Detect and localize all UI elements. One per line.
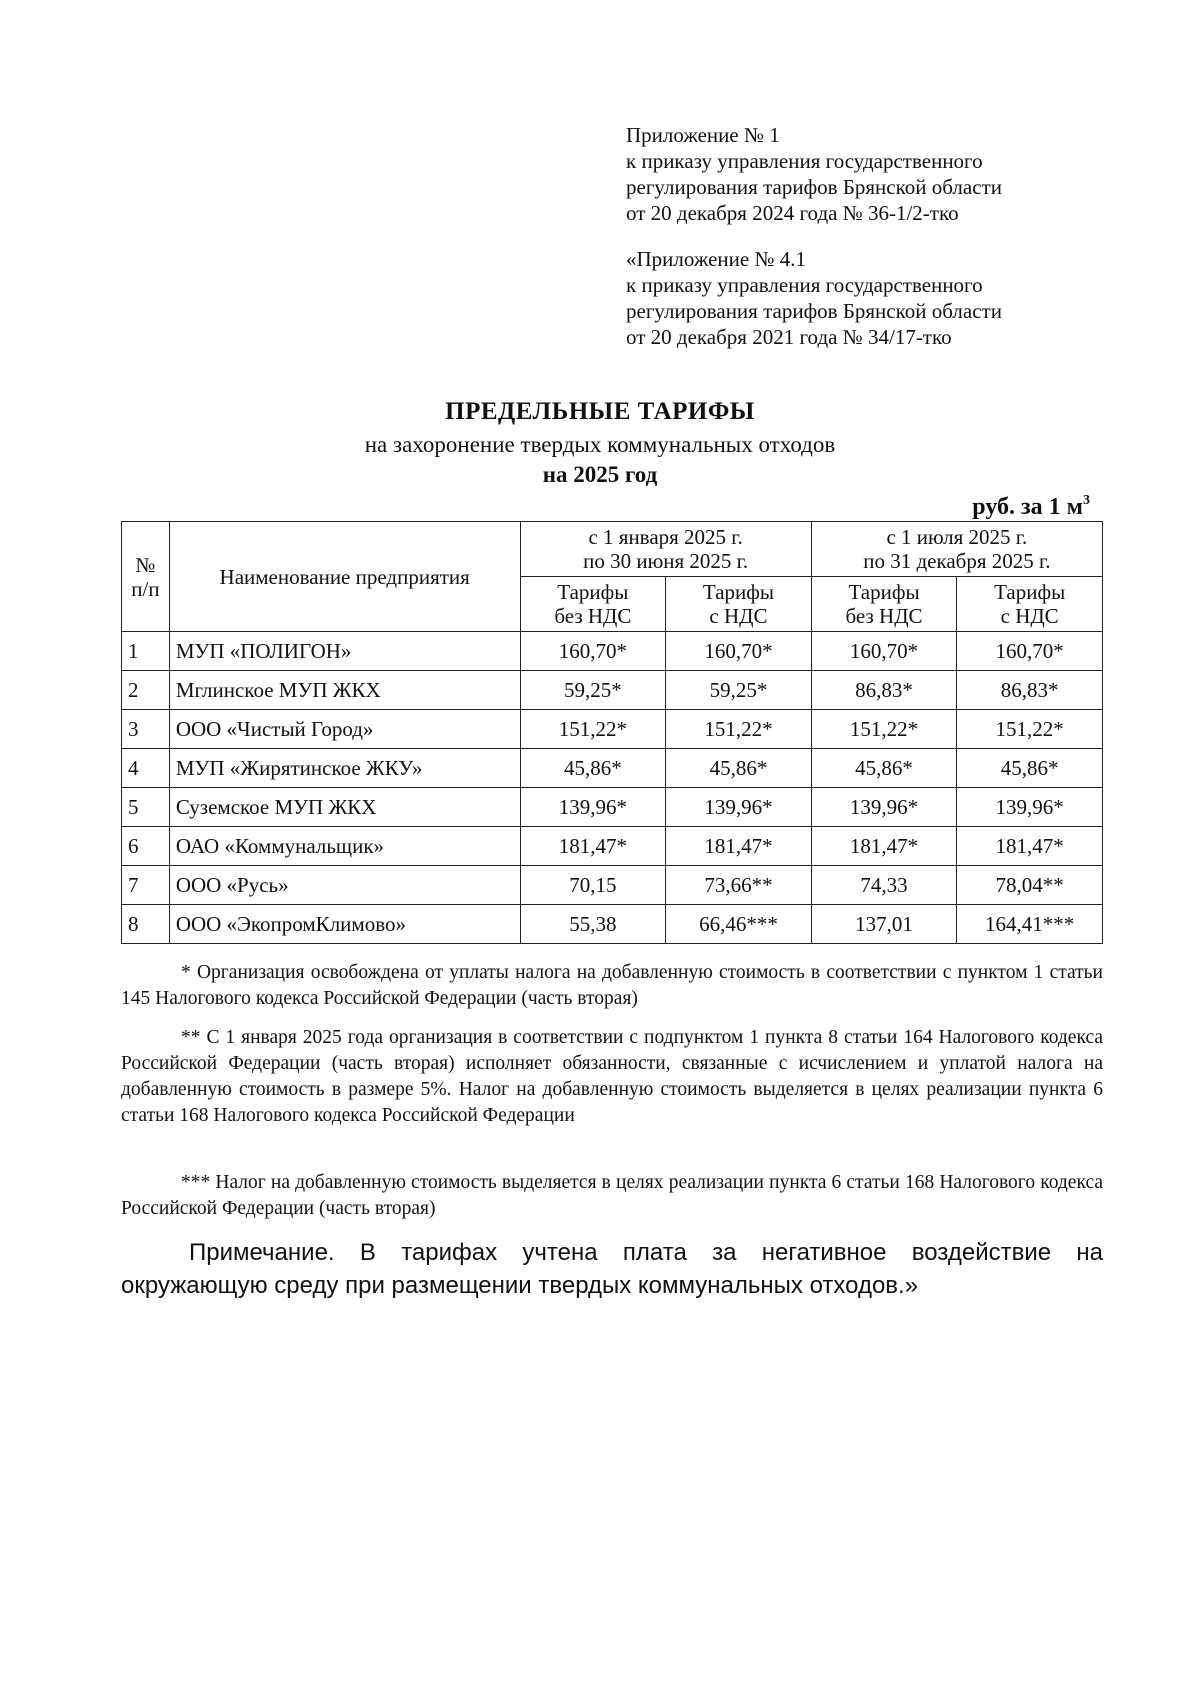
table-row: [122, 905, 1103, 944]
row-number: 4: [122, 749, 170, 788]
enterprise-name: ОАО «Коммунальщик»: [169, 827, 520, 866]
table-row: [122, 710, 1103, 749]
tariff-table: [121, 521, 1103, 944]
header-line: Тарифы: [702, 580, 774, 604]
header-line: с НДС: [709, 604, 768, 628]
enterprise-name: МУП «Жирятинское ЖКУ»: [169, 749, 520, 788]
header-number-line1: №: [135, 552, 156, 577]
header-line: с НДС: [1000, 604, 1059, 628]
header-p1-no-vat: [520, 577, 666, 632]
header-period-2: [811, 522, 1102, 577]
tariff-p1-with-vat: 45,86*: [666, 749, 812, 788]
tariff-p1-no-vat: 151,22*: [520, 710, 666, 749]
header-number-line2: п/п: [131, 576, 160, 601]
tariff-p1-no-vat: 181,47*: [520, 827, 666, 866]
tariff-p2-no-vat: 160,70*: [811, 632, 957, 671]
enterprise-name: МУП «ПОЛИГОН»: [169, 632, 520, 671]
unit-superscript: 3: [1083, 493, 1090, 508]
appendix-header-2: [626, 246, 1002, 350]
unit-text: руб. за 1 м: [972, 494, 1083, 520]
appendix-header-1: [626, 122, 1002, 226]
header-p2-no-vat: [811, 577, 957, 632]
row-number: 1: [122, 632, 170, 671]
enterprise-name: ООО «ЭкопромКлимово»: [169, 905, 520, 944]
enterprise-name: ООО «Русь»: [169, 866, 520, 905]
appendix-line: Приложение № 1: [626, 123, 780, 147]
tariff-p2-with-vat: 181,47*: [957, 827, 1103, 866]
tariff-p1-with-vat: 66,46***: [666, 905, 812, 944]
tariff-p2-no-vat: 137,01: [811, 905, 957, 944]
header-period-1: [520, 522, 811, 577]
tariff-p1-with-vat: 151,22*: [666, 710, 812, 749]
tariff-p2-no-vat: 86,83*: [811, 671, 957, 710]
appendix-line: регулирования тарифов Брянской области: [626, 175, 1002, 199]
row-number: 3: [122, 710, 170, 749]
tariff-p1-with-vat: 59,25*: [666, 671, 812, 710]
tariff-p2-no-vat: 74,33: [811, 866, 957, 905]
document-subtitle: на захоронение твердых коммунальных отходов: [364, 432, 836, 457]
table-row: [122, 866, 1103, 905]
table-row: [122, 788, 1103, 827]
header-line: Тарифы: [848, 580, 920, 604]
appendix-line: к приказу управления государственного: [626, 273, 983, 297]
tariff-p1-with-vat: 181,47*: [666, 827, 812, 866]
period-1-line1: с 1 января 2025 г.: [588, 525, 743, 549]
tariff-p2-with-vat: 160,70*: [957, 632, 1103, 671]
table-row: [122, 827, 1103, 866]
tariff-p2-with-vat: 45,86*: [957, 749, 1103, 788]
document-title: ПРЕДЕЛЬНЫЕ ТАРИФЫ: [445, 398, 755, 425]
header-line: без НДС: [554, 604, 632, 628]
tariff-p1-no-vat: 160,70*: [520, 632, 666, 671]
footnote-single-asterisk: * Организация освобождена от уплаты налога на добавленную стоимость в соответствии с пунктом 1 статьи 145 Налогового кодекса Российской Федерации (часть вторая): [121, 962, 1103, 1009]
footnote-double-asterisk: ** С 1 января 2025 года организация в соответствии с подпунктом 1 пункта 8 статьи 164 Налогового кодекса Российской Федерации (часть вторая) исполняет обязанности, связанные с исчислением и уплатой налога на добавленную стоимость в размере 5%. Налог на добавленную стоимость выделяется в целях реализации пункта 6 статьи 168 Налогового кодекса Российской Федерации: [121, 1027, 1103, 1126]
row-number: 5: [122, 788, 170, 827]
tariff-p1-no-vat: 45,86*: [520, 749, 666, 788]
table-row: [122, 632, 1103, 671]
tariff-p1-with-vat: 160,70*: [666, 632, 812, 671]
appendix-line: регулирования тарифов Брянской области: [626, 299, 1002, 323]
header-p2-with-vat: [957, 577, 1103, 632]
period-2-line1: с 1 июля 2025 г.: [886, 525, 1028, 549]
appendix-line: от 20 декабря 2021 года № 34/17-тко: [626, 325, 952, 349]
table-header-row: [122, 522, 1103, 577]
period-2-line2: по 31 декабря 2025 г.: [863, 549, 1051, 573]
row-number: 2: [122, 671, 170, 710]
enterprise-name: Суземское МУП ЖКХ: [169, 788, 520, 827]
appendix-line: от 20 декабря 2024 года № 36-1/2-тко: [626, 201, 959, 225]
header-p1-with-vat: [666, 577, 812, 632]
appendix-line: «Приложение № 4.1: [626, 247, 806, 271]
tariff-p2-no-vat: 151,22*: [811, 710, 957, 749]
table-row: [122, 671, 1103, 710]
note-paragraph: Примечание. В тарифах учтена плата за негативное воздействие на окружающую среду при размещении твердых коммунальных отходов.»: [121, 1239, 1103, 1299]
row-number: 8: [122, 905, 170, 944]
enterprise-name: Мглинское МУП ЖКХ: [169, 671, 520, 710]
unit-label: [972, 493, 1090, 521]
tariff-p2-with-vat: 78,04**: [957, 866, 1103, 905]
tariff-p2-no-vat: 139,96*: [811, 788, 957, 827]
tariff-p1-no-vat: 59,25*: [520, 671, 666, 710]
header-enterprise-name: Наименование предприятия: [169, 522, 520, 632]
tariff-p2-with-vat: 139,96*: [957, 788, 1103, 827]
table-row: [122, 749, 1103, 788]
row-number: 6: [122, 827, 170, 866]
enterprise-name: ООО «Чистый Город»: [169, 710, 520, 749]
row-number: 7: [122, 866, 170, 905]
footnote-triple-asterisk: *** Налог на добавленную стоимость выделяется в целях реализации пункта 6 статьи 168 Налогового кодекса Российской Федерации (часть вторая): [121, 1172, 1103, 1219]
tariff-p2-no-vat: 181,47*: [811, 827, 957, 866]
tariff-p1-no-vat: 55,38: [520, 905, 666, 944]
document-year: на 2025 год: [542, 462, 658, 487]
header-number: [122, 522, 170, 632]
tariff-p2-with-vat: 164,41***: [957, 905, 1103, 944]
header-line: Тарифы: [994, 580, 1066, 604]
tariff-p1-no-vat: 70,15: [520, 866, 666, 905]
header-line: без НДС: [845, 604, 923, 628]
tariff-p2-with-vat: 86,83*: [957, 671, 1103, 710]
tariff-p1-no-vat: 139,96*: [520, 788, 666, 827]
tariff-p1-with-vat: 139,96*: [666, 788, 812, 827]
tariff-p1-with-vat: 73,66**: [666, 866, 812, 905]
tariff-p2-no-vat: 45,86*: [811, 749, 957, 788]
period-1-line2: по 30 июня 2025 г.: [583, 549, 749, 573]
tariff-p2-with-vat: 151,22*: [957, 710, 1103, 749]
header-line: Тарифы: [557, 580, 629, 604]
appendix-line: к приказу управления государственного: [626, 149, 983, 173]
